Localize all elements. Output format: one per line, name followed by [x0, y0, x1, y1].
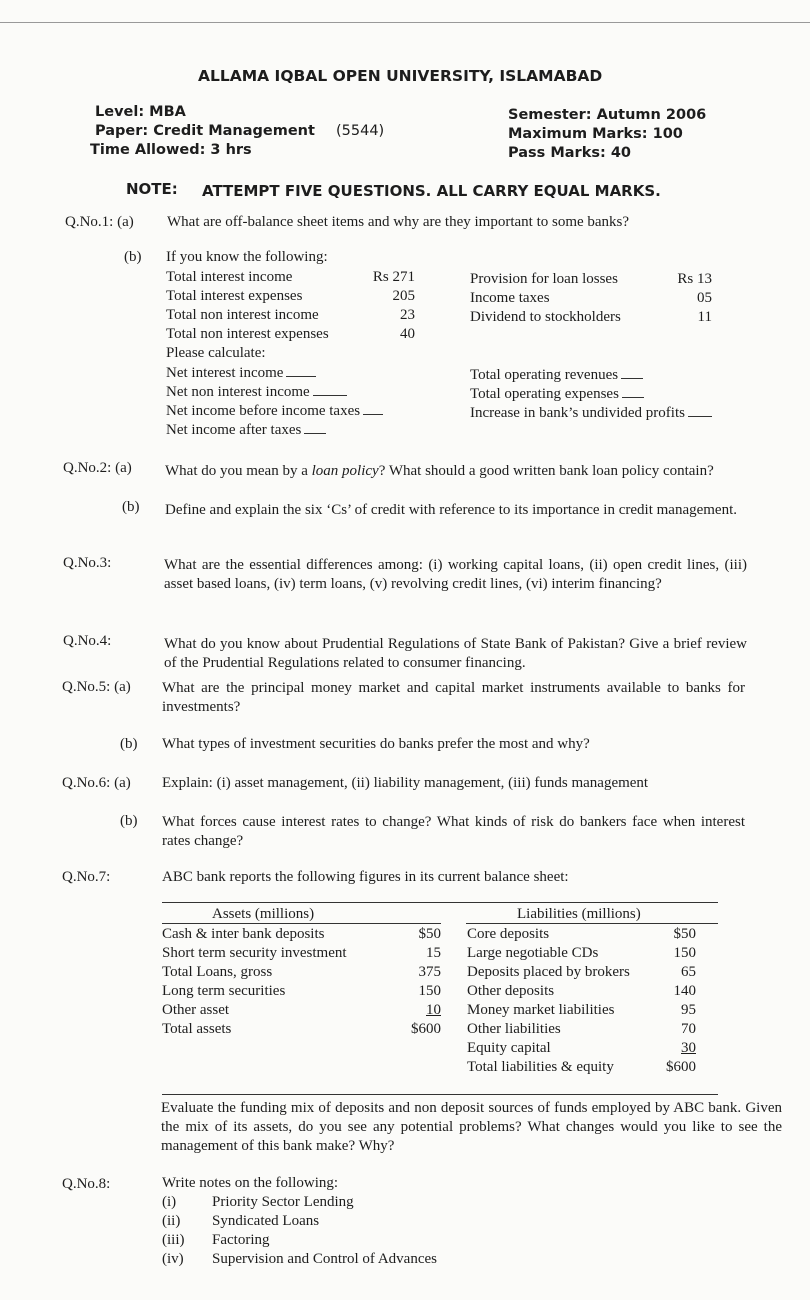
q1-a-text: What are off-balance sheet items and why are they important to some banks?	[167, 214, 630, 230]
q7-intro: ABC bank reports the following figures in its current balance sheet:	[162, 869, 569, 885]
semester: Semester: Autumn 2006	[508, 107, 707, 123]
q1-b-label: (b)	[124, 249, 142, 265]
q8-item: Factoring	[212, 1232, 270, 1248]
asset-value: $50	[418, 926, 441, 942]
liability-row: Money market liabilities	[467, 1002, 615, 1018]
q7-number: Q.No.7:	[62, 869, 111, 885]
q2-number: Q.No.2: (a)	[63, 460, 132, 476]
liability-value: 30	[681, 1040, 696, 1056]
q4-text: What do you know about Prudential Regulations of State Bank of Pakistan? Give a brief review of the Prudential Regulations related to consumer financing.	[164, 636, 747, 671]
q5-b-label: (b)	[120, 736, 138, 752]
q1-right-value: 05	[697, 290, 712, 306]
asset-row: Total assets	[162, 1021, 232, 1037]
paper: Paper: Credit Management	[95, 123, 315, 139]
liability-value: $50	[673, 926, 696, 942]
q8-item: Syndicated Loans	[212, 1213, 320, 1229]
q1-left-item: Total interest expenses	[166, 288, 303, 304]
asset-row: Other asset	[162, 1002, 230, 1018]
q6-b-label: (b)	[120, 813, 138, 829]
q4-number: Q.No.4:	[63, 633, 112, 649]
q1-calc-left: Net income after taxes	[166, 421, 326, 439]
q2-b-text: Define and explain the six ‘Cs’ of credit with reference to its importance in credit management.	[165, 502, 738, 518]
q1-left-item: Total interest income	[166, 269, 293, 285]
q1-right-item: Dividend to stockholders	[470, 309, 621, 325]
assets-heading: Assets (millions)	[162, 906, 441, 924]
q8-item-number: (iv)	[162, 1251, 184, 1267]
asset-value: 150	[418, 983, 441, 999]
note-label: NOTE:	[126, 180, 178, 198]
q1-left-value: 23	[400, 307, 415, 323]
asset-value: 375	[418, 964, 441, 980]
asset-row: Cash & inter bank deposits	[162, 926, 325, 942]
q1-b-intro: If you know the following:	[166, 249, 328, 265]
level: Level: MBA	[95, 104, 186, 120]
q5-a-text: What are the principal money market and capital market instruments available to banks for investments?	[162, 680, 745, 715]
q3-number: Q.No.3:	[63, 555, 112, 571]
asset-value: 15	[426, 945, 441, 961]
liability-row: Core deposits	[467, 926, 550, 942]
asset-row: Short term security investment	[162, 945, 347, 961]
q1-calc-left: Net non interest income	[166, 383, 347, 401]
q8-item-number: (ii)	[162, 1213, 181, 1229]
liability-row: Large negotiable CDs	[467, 945, 599, 961]
liability-value: 140	[673, 983, 696, 999]
q1-calc-left: Net income before income taxes	[166, 402, 383, 420]
q8-item: Priority Sector Lending	[212, 1194, 354, 1210]
q3-text: What are the essential differences among: (i) working capital loans, (ii) open credit lines, (iii) asset based loans, (iv) term loans, (v) revolving credit lines, (vi) interim financing?	[164, 557, 747, 592]
q8-item-number: (i)	[162, 1194, 177, 1210]
liability-value: 95	[681, 1002, 696, 1018]
q1-right-value: 11	[697, 309, 712, 325]
q5-b-text: What types of investment securities do banks prefer the most and why?	[162, 736, 590, 752]
university-title: ALLAMA IQBAL OPEN UNIVERSITY, ISLAMABAD	[198, 67, 603, 85]
paper-code: (5544)	[336, 123, 385, 139]
q1-left-value: 205	[392, 288, 415, 304]
liability-row: Deposits placed by brokers	[467, 964, 630, 980]
q1-left-item: Total non interest income	[166, 307, 319, 323]
note-text: ATTEMPT FIVE QUESTIONS. ALL CARRY EQUAL MARKS.	[202, 182, 661, 200]
pass-marks: Pass Marks: 40	[508, 145, 631, 161]
q1-number: Q.No.1: (a)	[65, 214, 134, 230]
q1-calc-right: Increase in bank’s undivided profits	[470, 404, 712, 422]
table-bottom-rule	[162, 1094, 718, 1095]
q1-left-value: Rs 271	[372, 269, 415, 285]
time-allowed: Time Allowed: 3 hrs	[90, 142, 252, 158]
max-marks: Maximum Marks: 100	[508, 126, 683, 142]
q1-left-item: Total non interest expenses	[166, 326, 329, 342]
q8-item-number: (iii)	[162, 1232, 185, 1248]
q1-right-item: Income taxes	[470, 290, 550, 306]
scan-top-edge	[0, 22, 810, 23]
q2-b-label: (b)	[122, 499, 140, 515]
q7-question: Evaluate the funding mix of deposits and non deposit sources of funds employed by ABC bank. Given the mix of its assets, do you see any potential problems? What changes would you like to see the management of this bank make? Why?	[161, 1100, 782, 1154]
q1-right-value: Rs 13	[677, 271, 712, 287]
liability-row: Equity capital	[467, 1040, 551, 1056]
liability-value: $600	[666, 1059, 696, 1075]
table-top-rule	[162, 902, 718, 903]
q8-intro: Write notes on the following:	[162, 1175, 339, 1191]
liability-row: Other liabilities	[467, 1021, 561, 1037]
liabilities-heading: Liabilities (millions)	[466, 906, 718, 924]
q5-number: Q.No.5: (a)	[62, 679, 131, 695]
q2-a-text: What do you mean by a loan policy? What should a good written bank loan policy contain?	[165, 463, 714, 479]
q6-b-text: What forces cause interest rates to change? What kinds of risk do bankers face when interest rates change?	[162, 814, 745, 849]
liability-value: 70	[681, 1021, 696, 1037]
asset-row: Long term securities	[162, 983, 286, 999]
asset-value: 10	[426, 1002, 441, 1018]
q6-number: Q.No.6: (a)	[62, 775, 131, 791]
q1-right-item: Provision for loan losses	[470, 271, 618, 287]
asset-value: $600	[411, 1021, 441, 1037]
q8-number: Q.No.8:	[62, 1176, 111, 1192]
liability-row: Other deposits	[467, 983, 555, 999]
q1-calc-label: Please calculate:	[166, 345, 266, 361]
liability-value: 65	[681, 964, 696, 980]
liability-value: 150	[673, 945, 696, 961]
q1-calc-left: Net interest income	[166, 364, 316, 382]
q1-left-value: 40	[400, 326, 415, 342]
liability-row: Total liabilities & equity	[467, 1059, 614, 1075]
q6-a-text: Explain: (i) asset management, (ii) liability management, (iii) funds management	[162, 775, 649, 791]
q8-item: Supervision and Control of Advances	[212, 1251, 437, 1267]
q1-calc-right: Total operating revenues	[470, 366, 643, 384]
q1-calc-right: Total operating expenses	[470, 385, 644, 403]
asset-row: Total Loans, gross	[162, 964, 273, 980]
